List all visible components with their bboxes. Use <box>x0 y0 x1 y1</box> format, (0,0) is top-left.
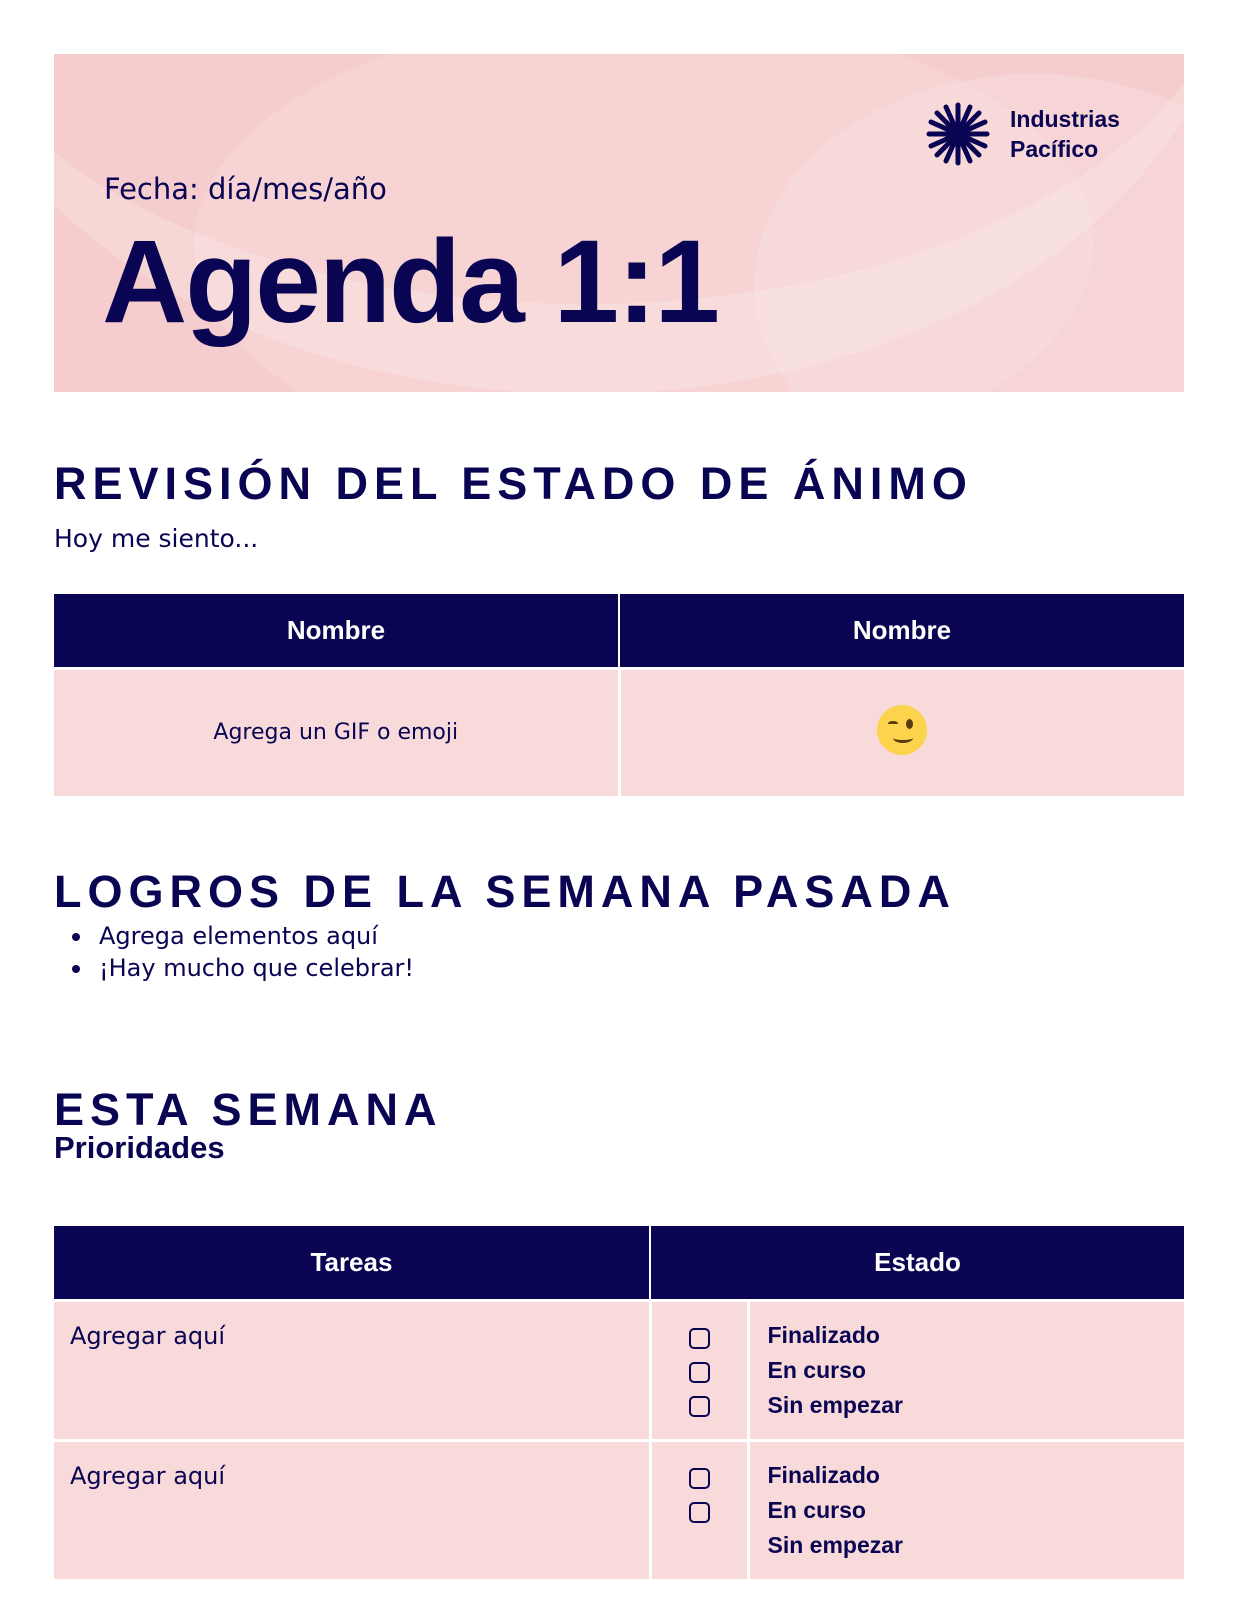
checkbox[interactable] <box>689 1362 710 1383</box>
company-name <box>1010 104 1120 164</box>
mood-cell-emoji[interactable] <box>619 668 1184 796</box>
status-label: Sin empezar <box>767 1531 903 1558</box>
tasks-column-header: Tareas <box>54 1226 650 1300</box>
mood-table <box>54 594 1184 796</box>
table-row <box>54 668 1184 796</box>
this-week-heading: ESTA SEMANA <box>54 1084 443 1135</box>
task-cell[interactable]: Agregar aquí <box>54 1440 650 1579</box>
date-field: Fecha: día/mes/año <box>104 172 387 206</box>
list-item-text: Agrega elementos aquí <box>99 922 378 950</box>
priorities-subheading: Prioridades <box>54 1130 225 1165</box>
status-label: En curso <box>767 1496 866 1523</box>
status-checkboxes <box>650 1440 748 1579</box>
list-item[interactable] <box>54 952 414 984</box>
company-logo <box>926 102 1120 166</box>
priorities-table <box>54 1226 1184 1579</box>
achievements-list <box>54 920 414 984</box>
page-title: Agenda 1:1 <box>102 216 719 348</box>
mood-column-header: Nombre <box>619 594 1184 668</box>
table-row <box>54 1300 1184 1440</box>
status-column-header: Estado <box>650 1226 1184 1300</box>
mood-subtitle: Hoy me siento... <box>54 524 259 553</box>
achievements-heading: LOGROS DE LA SEMANA PASADA <box>54 866 956 917</box>
list-item[interactable] <box>54 920 414 952</box>
list-item-text: ¡Hay mucho que celebrar! <box>99 954 415 982</box>
starburst-icon <box>926 102 990 166</box>
table-row <box>54 1440 1184 1579</box>
mood-cell-text[interactable]: Agrega un GIF o emoji <box>54 668 619 796</box>
mood-column-header: Nombre <box>54 594 619 668</box>
status-labels <box>748 1440 1184 1579</box>
checkbox[interactable] <box>689 1396 710 1417</box>
status-label: Sin empezar <box>767 1391 903 1418</box>
status-label: En curso <box>767 1356 866 1383</box>
checkbox[interactable] <box>689 1502 710 1523</box>
winking-face-emoji-icon <box>877 705 927 755</box>
status-label: Finalizado <box>767 1461 880 1488</box>
status-labels <box>748 1300 1184 1440</box>
company-name-line2: Pacífico <box>1010 136 1099 162</box>
checkbox[interactable] <box>689 1328 710 1349</box>
task-cell[interactable]: Agregar aquí <box>54 1300 650 1440</box>
bullet-icon <box>72 965 80 973</box>
company-name-line1: Industrias <box>1010 106 1120 132</box>
mood-heading: REVISIÓN DEL ESTADO DE ÁNIMO <box>54 458 973 509</box>
header-banner <box>54 54 1184 392</box>
checkbox[interactable] <box>689 1468 710 1489</box>
bullet-icon <box>72 933 80 941</box>
status-label: Finalizado <box>767 1321 880 1348</box>
status-checkboxes <box>650 1300 748 1440</box>
